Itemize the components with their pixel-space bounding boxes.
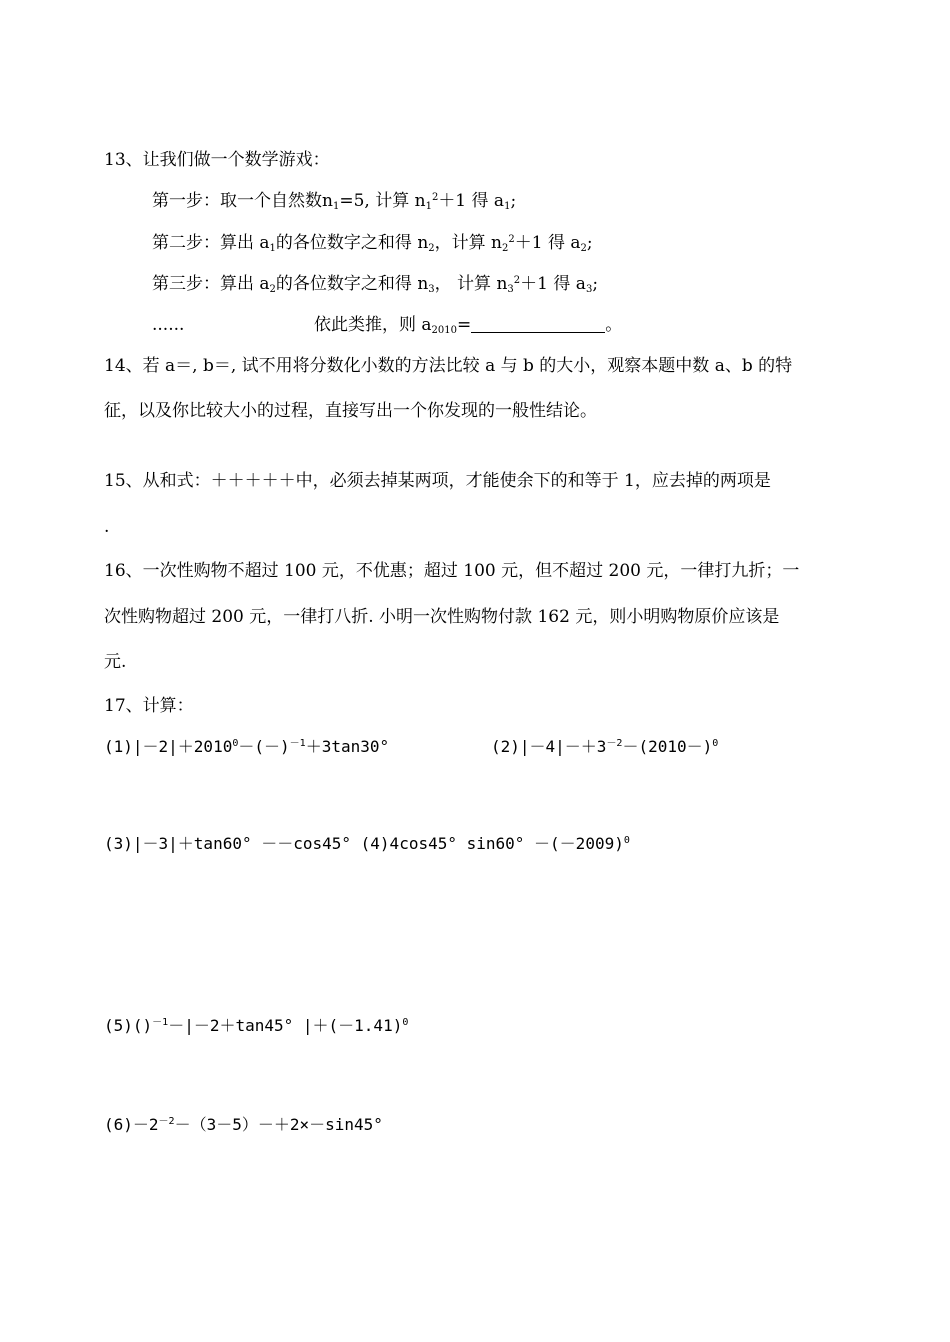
q17-problem3-4: (3)|－3|＋tan60° －－cos45° (4)4cos45° $\sin 60^\circ -(-2009)^0$: [104, 834, 630, 853]
q16-line1: 16、一次性购物不超过 100 元，不优惠；超过 100 元，但不超过 200 元，一律打九折；一: [104, 561, 800, 581]
q17-problem6: $(6)-2^{-2}-(3-5)-+2\times-\sin 45^\circ$: [104, 1115, 383, 1134]
q14-line1: 14、若 a＝, b＝, 试不用将分数化小数的方法比较 a 与 b 的大小，观察本题中数 a、b 的特: [104, 356, 793, 376]
q17-problem5: (5)()$^{-1}$－|－2＋tan45° $|+(-1.41)^0$: [104, 1016, 409, 1035]
q17-problem1: $(1)|-2|+2010^0-(-)^{-1}+3\tan 30^\circ$: [104, 737, 390, 756]
q13-step1: 第一步：取一个自然数$n_1=5$, 计算 $n_1^2+1$ 得 $a_1$;: [152, 191, 517, 212]
q16-line3: 元.: [104, 652, 127, 672]
q15-line2: .: [104, 517, 110, 537]
q17-problem2: $(2)|-4|-+3^{-2}-(2010-)^0$: [491, 737, 719, 756]
answer-blank[interactable]: [471, 316, 605, 333]
q13-title: 13、让我们做一个数学游戏：: [104, 150, 330, 170]
q15-line1: 15、从和式：＋＋＋＋＋中，必须去掉某两项，才能使余下的和等于 1，应去掉的两项是: [104, 471, 771, 491]
q13-continuation: 依此类推，则 $a_{2010}=$ 。: [314, 315, 623, 336]
q13-step2: 第二步：算出 $a_1$的各位数字之和得 $n_2$，计算 $n_2^2+1$ 得 $a_2$;: [152, 233, 593, 254]
q13-ellipsis: ......: [152, 315, 185, 335]
q13-step3: 第三步：算出 $a_2$的各位数字之和得 $n_3$， 计算 $n_3^2+1$ 得 $a_3$;: [152, 274, 599, 295]
q16-line2: 次性购物超过 200 元，一律打八折. 小明一次性购物付款 162 元，则小明购物原价应该是: [104, 607, 780, 627]
q17-title: 17、计算：: [104, 696, 194, 716]
q14-line2: 征，以及你比较大小的过程，直接写出一个你发现的一般性结论。: [104, 401, 597, 421]
